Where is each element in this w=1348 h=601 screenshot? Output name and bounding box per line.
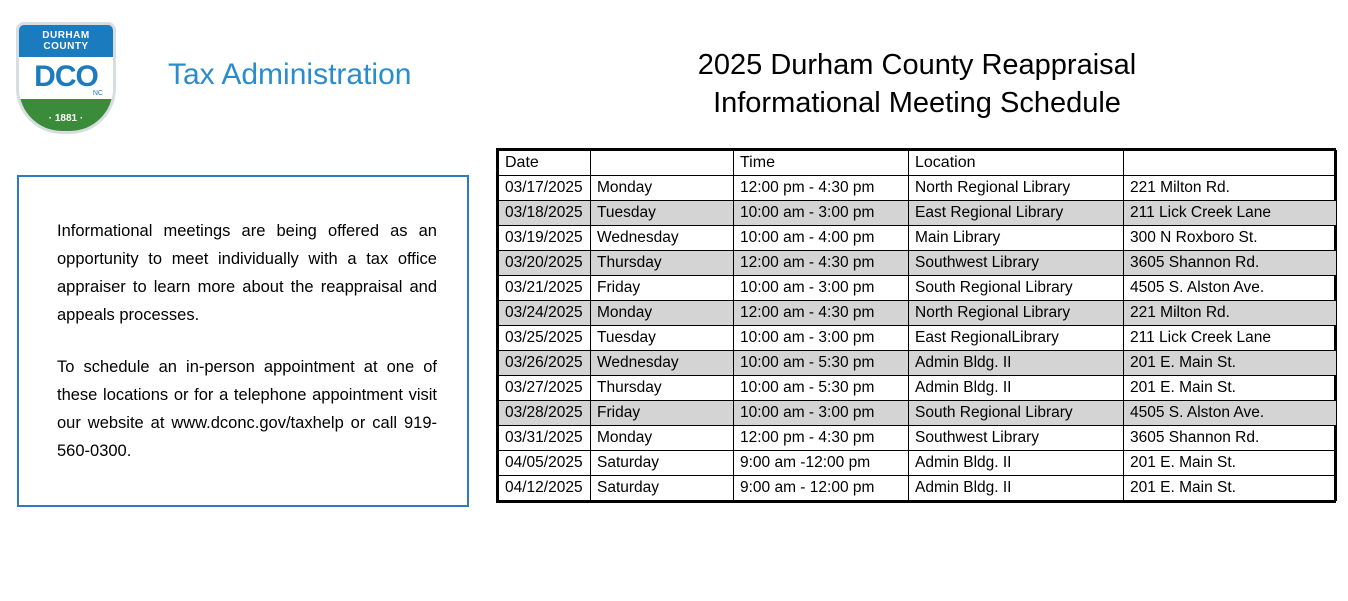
cell-day: Monday <box>591 176 734 201</box>
cell-time: 10:00 am - 5:30 pm <box>734 376 909 401</box>
cell-location: East Regional Library <box>909 201 1124 226</box>
table-row <box>499 251 1337 276</box>
table-row <box>499 201 1337 226</box>
cell-time: 10:00 am - 3:00 pm <box>734 326 909 351</box>
logo-shield <box>16 22 116 134</box>
cell-address: 221 Milton Rd. <box>1124 176 1337 201</box>
cell-location: Admin Bldg. II <box>909 351 1124 376</box>
logo-year-banner: · 1881 · <box>19 99 113 134</box>
cell-date: 03/27/2025 <box>499 376 591 401</box>
cell-day: Tuesday <box>591 326 734 351</box>
table-row <box>499 301 1337 326</box>
cell-address: 3605 Shannon Rd. <box>1124 426 1337 451</box>
meeting-schedule-table-wrapper <box>496 148 1336 503</box>
cell-time: 12:00 am - 4:30 pm <box>734 301 909 326</box>
cell-address: 201 E. Main St. <box>1124 376 1337 401</box>
cell-time: 12:00 am - 4:30 pm <box>734 251 909 276</box>
cell-date: 03/26/2025 <box>499 351 591 376</box>
logo-monogram-area <box>19 57 113 99</box>
table-row <box>499 376 1337 401</box>
cell-date: 04/12/2025 <box>499 476 591 501</box>
cell-address: 4505 S. Alston Ave. <box>1124 276 1337 301</box>
table-row <box>499 351 1337 376</box>
column-header-location: Location <box>909 151 1124 176</box>
table-row <box>499 176 1337 201</box>
info-paragraph-1: Informational meetings are being offered as an opportunity to meet individually with a tax office appraiser to learn more about the reappraisal and appeals processes. <box>57 222 437 324</box>
cell-date: 03/17/2025 <box>499 176 591 201</box>
cell-time: 12:00 pm - 4:30 pm <box>734 426 909 451</box>
table-header-row <box>499 151 1337 176</box>
cell-address: 221 Milton Rd. <box>1124 301 1337 326</box>
table-row <box>499 451 1337 476</box>
logo-monogram: DCO <box>34 60 98 93</box>
cell-time: 10:00 am - 3:00 pm <box>734 201 909 226</box>
cell-time: 10:00 am - 5:30 pm <box>734 351 909 376</box>
cell-location: North Regional Library <box>909 301 1124 326</box>
column-header-day <box>591 151 734 176</box>
cell-address: 300 N Roxboro St. <box>1124 226 1337 251</box>
cell-time: 9:00 am -12:00 pm <box>734 451 909 476</box>
cell-day: Friday <box>591 276 734 301</box>
column-header-time: Time <box>734 151 909 176</box>
cell-time: 12:00 pm - 4:30 pm <box>734 176 909 201</box>
info-paragraph-2: To schedule an in-person appointment at one of these locations or for a telephone appointment visit our website at www.dconc.gov/taxhelp or call 919-560-0300. <box>57 358 437 460</box>
cell-address: 201 E. Main St. <box>1124 476 1337 501</box>
cell-day: Monday <box>591 301 734 326</box>
cell-address: 211 Lick Creek Lane <box>1124 326 1337 351</box>
cell-day: Thursday <box>591 376 734 401</box>
table-row <box>499 476 1337 501</box>
table-row <box>499 276 1337 301</box>
cell-day: Tuesday <box>591 201 734 226</box>
page-title <box>497 46 1337 122</box>
table-row <box>499 401 1337 426</box>
cell-date: 03/20/2025 <box>499 251 591 276</box>
cell-location: Admin Bldg. II <box>909 451 1124 476</box>
cell-date: 03/21/2025 <box>499 276 591 301</box>
cell-date: 03/25/2025 <box>499 326 591 351</box>
cell-time: 9:00 am - 12:00 pm <box>734 476 909 501</box>
cell-location: South Regional Library <box>909 401 1124 426</box>
cell-location: Admin Bldg. II <box>909 376 1124 401</box>
cell-day: Monday <box>591 426 734 451</box>
column-header-address <box>1124 151 1337 176</box>
page-title-line2: Informational Meeting Schedule <box>713 87 1121 119</box>
cell-address: 3605 Shannon Rd. <box>1124 251 1337 276</box>
cell-address: 201 E. Main St. <box>1124 451 1337 476</box>
cell-time: 10:00 am - 3:00 pm <box>734 401 909 426</box>
cell-date: 03/31/2025 <box>499 426 591 451</box>
cell-location: North Regional Library <box>909 176 1124 201</box>
cell-day: Thursday <box>591 251 734 276</box>
cell-date: 03/28/2025 <box>499 401 591 426</box>
table-row <box>499 326 1337 351</box>
information-callout-box <box>17 175 469 507</box>
meeting-schedule-table <box>498 150 1337 501</box>
table-row <box>499 426 1337 451</box>
department-title: Tax Administration <box>168 58 412 91</box>
cell-day: Saturday <box>591 476 734 501</box>
logo-top-line2: COUNTY <box>43 41 89 52</box>
cell-address: 4505 S. Alston Ave. <box>1124 401 1337 426</box>
logo-state-abbr: NC <box>92 90 103 97</box>
cell-location: Admin Bldg. II <box>909 476 1124 501</box>
table-body <box>499 176 1337 501</box>
cell-date: 03/18/2025 <box>499 201 591 226</box>
page-title-line1: 2025 Durham County Reappraisal <box>697 49 1137 81</box>
cell-day: Wednesday <box>591 226 734 251</box>
cell-date: 04/05/2025 <box>499 451 591 476</box>
cell-day: Wednesday <box>591 351 734 376</box>
cell-address: 211 Lick Creek Lane <box>1124 201 1337 226</box>
logo-top-banner <box>19 25 113 57</box>
cell-location: South Regional Library <box>909 276 1124 301</box>
cell-location: Southwest Library <box>909 426 1124 451</box>
cell-location: Southwest Library <box>909 251 1124 276</box>
cell-day: Friday <box>591 401 734 426</box>
cell-time: 10:00 am - 4:00 pm <box>734 226 909 251</box>
cell-date: 03/24/2025 <box>499 301 591 326</box>
cell-location: Main Library <box>909 226 1124 251</box>
cell-day: Saturday <box>591 451 734 476</box>
table-header <box>499 151 1337 176</box>
cell-address: 201 E. Main St. <box>1124 351 1337 376</box>
cell-location: East RegionalLibrary <box>909 326 1124 351</box>
column-header-date: Date <box>499 151 591 176</box>
table-row <box>499 226 1337 251</box>
logo-top-line1: DURHAM <box>42 30 90 41</box>
durham-county-logo <box>16 22 116 134</box>
cell-date: 03/19/2025 <box>499 226 591 251</box>
cell-time: 10:00 am - 3:00 pm <box>734 276 909 301</box>
